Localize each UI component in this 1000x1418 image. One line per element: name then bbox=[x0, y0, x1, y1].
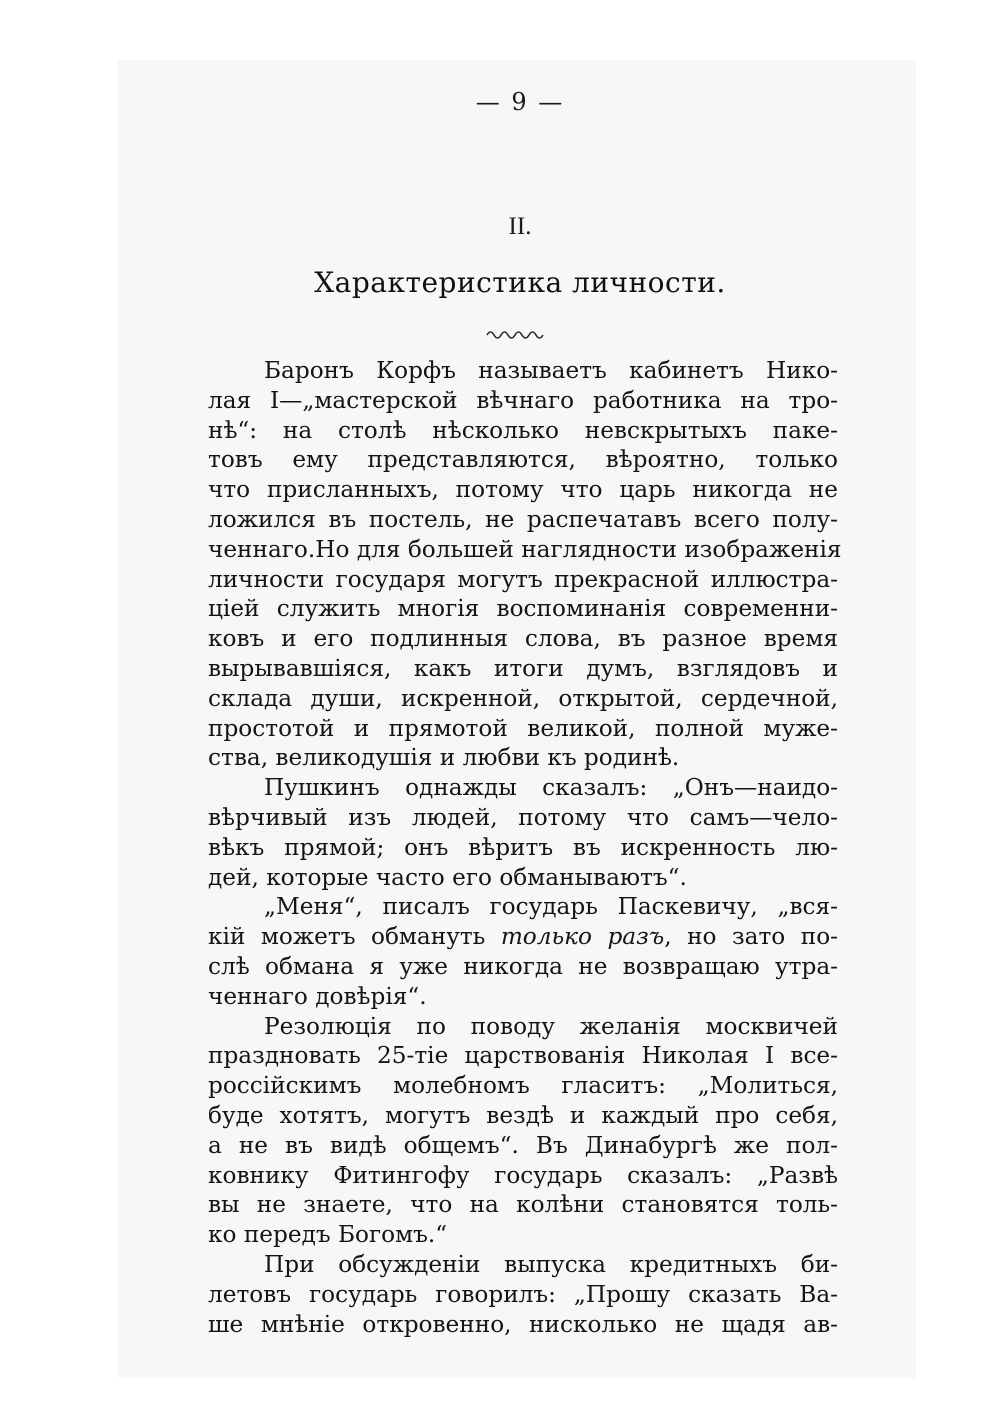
paragraph-line: При обсужденіи выпуска кредитныхъ би- bbox=[264, 1250, 838, 1278]
paragraph-line: Баронъ Корфъ называетъ кабинетъ Нико- bbox=[264, 357, 838, 384]
paragraph-line: ложился въ постель, не распечатавъ всего полу- bbox=[208, 505, 838, 533]
line-segment: кій можетъ обмануть bbox=[208, 923, 501, 951]
paragraph-line: ко передъ Богомъ.“ bbox=[208, 1221, 448, 1249]
paragraph-line: „Меня“, писалъ государь Паскевичу, „вся- bbox=[264, 893, 838, 921]
paragraph-line: ковнику Фитингофу государь сказалъ: „Развѣ bbox=[208, 1161, 838, 1189]
paragraph-line: буде хотятъ, могутъ вездѣ и каждый про себя, bbox=[208, 1101, 838, 1129]
paragraph-line: вы не знаете, что на колѣни становятся толь- bbox=[208, 1191, 838, 1219]
italic-emphasis: только разъ bbox=[500, 923, 665, 951]
paragraph-line: ковъ и его подлинныя слова, въ разное время bbox=[208, 625, 838, 653]
chapter-body bbox=[208, 356, 842, 1339]
paragraph-line: ченнаго.Но для большей наглядности изображенія bbox=[208, 535, 842, 563]
paragraph-line: Пушкинъ однажды сказалъ: „Онъ—наидо- bbox=[264, 774, 838, 802]
paragraph-line-with-italic bbox=[208, 922, 838, 952]
paragraph-line: летовъ государь говорилъ: „Прошу сказать Ва- bbox=[208, 1280, 838, 1308]
paragraph-line: вырывавшіяся, какъ итоги думъ, взглядовъ и bbox=[208, 654, 838, 682]
paragraph-line: товъ ему представляются, вѣроятно, только bbox=[208, 446, 838, 474]
paragraph-line: что присланныхъ, потому что царь никогда не bbox=[208, 476, 838, 504]
paragraph-line: слѣ обмана я уже никогда не возвращаю утра- bbox=[208, 952, 838, 980]
line-segment: , но зато по- bbox=[664, 923, 838, 951]
paragraph-line: Резолюція по поводу желанія москвичей bbox=[264, 1012, 838, 1040]
paragraph-line: ства, великодушія и любви къ родинѣ. bbox=[208, 744, 680, 772]
paragraph-line: а не въ видѣ общемъ“. Въ Динабургѣ же пол- bbox=[208, 1131, 838, 1159]
paragraph-line: лая I—„мастерской вѣчнаго работника на тро- bbox=[208, 386, 838, 414]
paragraph-line: ченнаго довѣрія“. bbox=[208, 982, 427, 1010]
wavy-line-ornament-icon bbox=[485, 326, 547, 342]
section-number: II. bbox=[508, 213, 532, 240]
paragraph-line: простотой и прямотой великой, полной муже- bbox=[208, 714, 838, 742]
paragraph-line: дей, которые часто его обманываютъ“. bbox=[208, 863, 687, 891]
page-number: — 9 — bbox=[475, 88, 565, 116]
paragraph-line: вѣкъ прямой; онъ вѣритъ въ искренность лю- bbox=[208, 833, 838, 861]
paragraph-line: ціей служить многія воспоминанія современни- bbox=[208, 595, 838, 623]
paragraph-line: ше мнѣніе откровенно, нисколько не щадя ав- bbox=[208, 1310, 838, 1338]
section-title: Характеристика личности. bbox=[314, 266, 726, 299]
paragraph-line: россійскимъ молебномъ гласитъ: „Молиться, bbox=[208, 1072, 838, 1100]
paragraph-line: личности государя могутъ прекрасной иллюстра- bbox=[208, 565, 838, 593]
paragraph-line: праздновать 25-тіе царствованія Николая I все- bbox=[208, 1042, 838, 1070]
paragraph-line: вѣрчивый изъ людей, потому что самъ—чело- bbox=[208, 803, 838, 831]
paragraph-line: склада души, искренной, открытой, сердечной, bbox=[208, 684, 838, 712]
paragraph-line: нѣ“: на столѣ нѣсколько невскрытыхъ пакe- bbox=[208, 416, 838, 444]
